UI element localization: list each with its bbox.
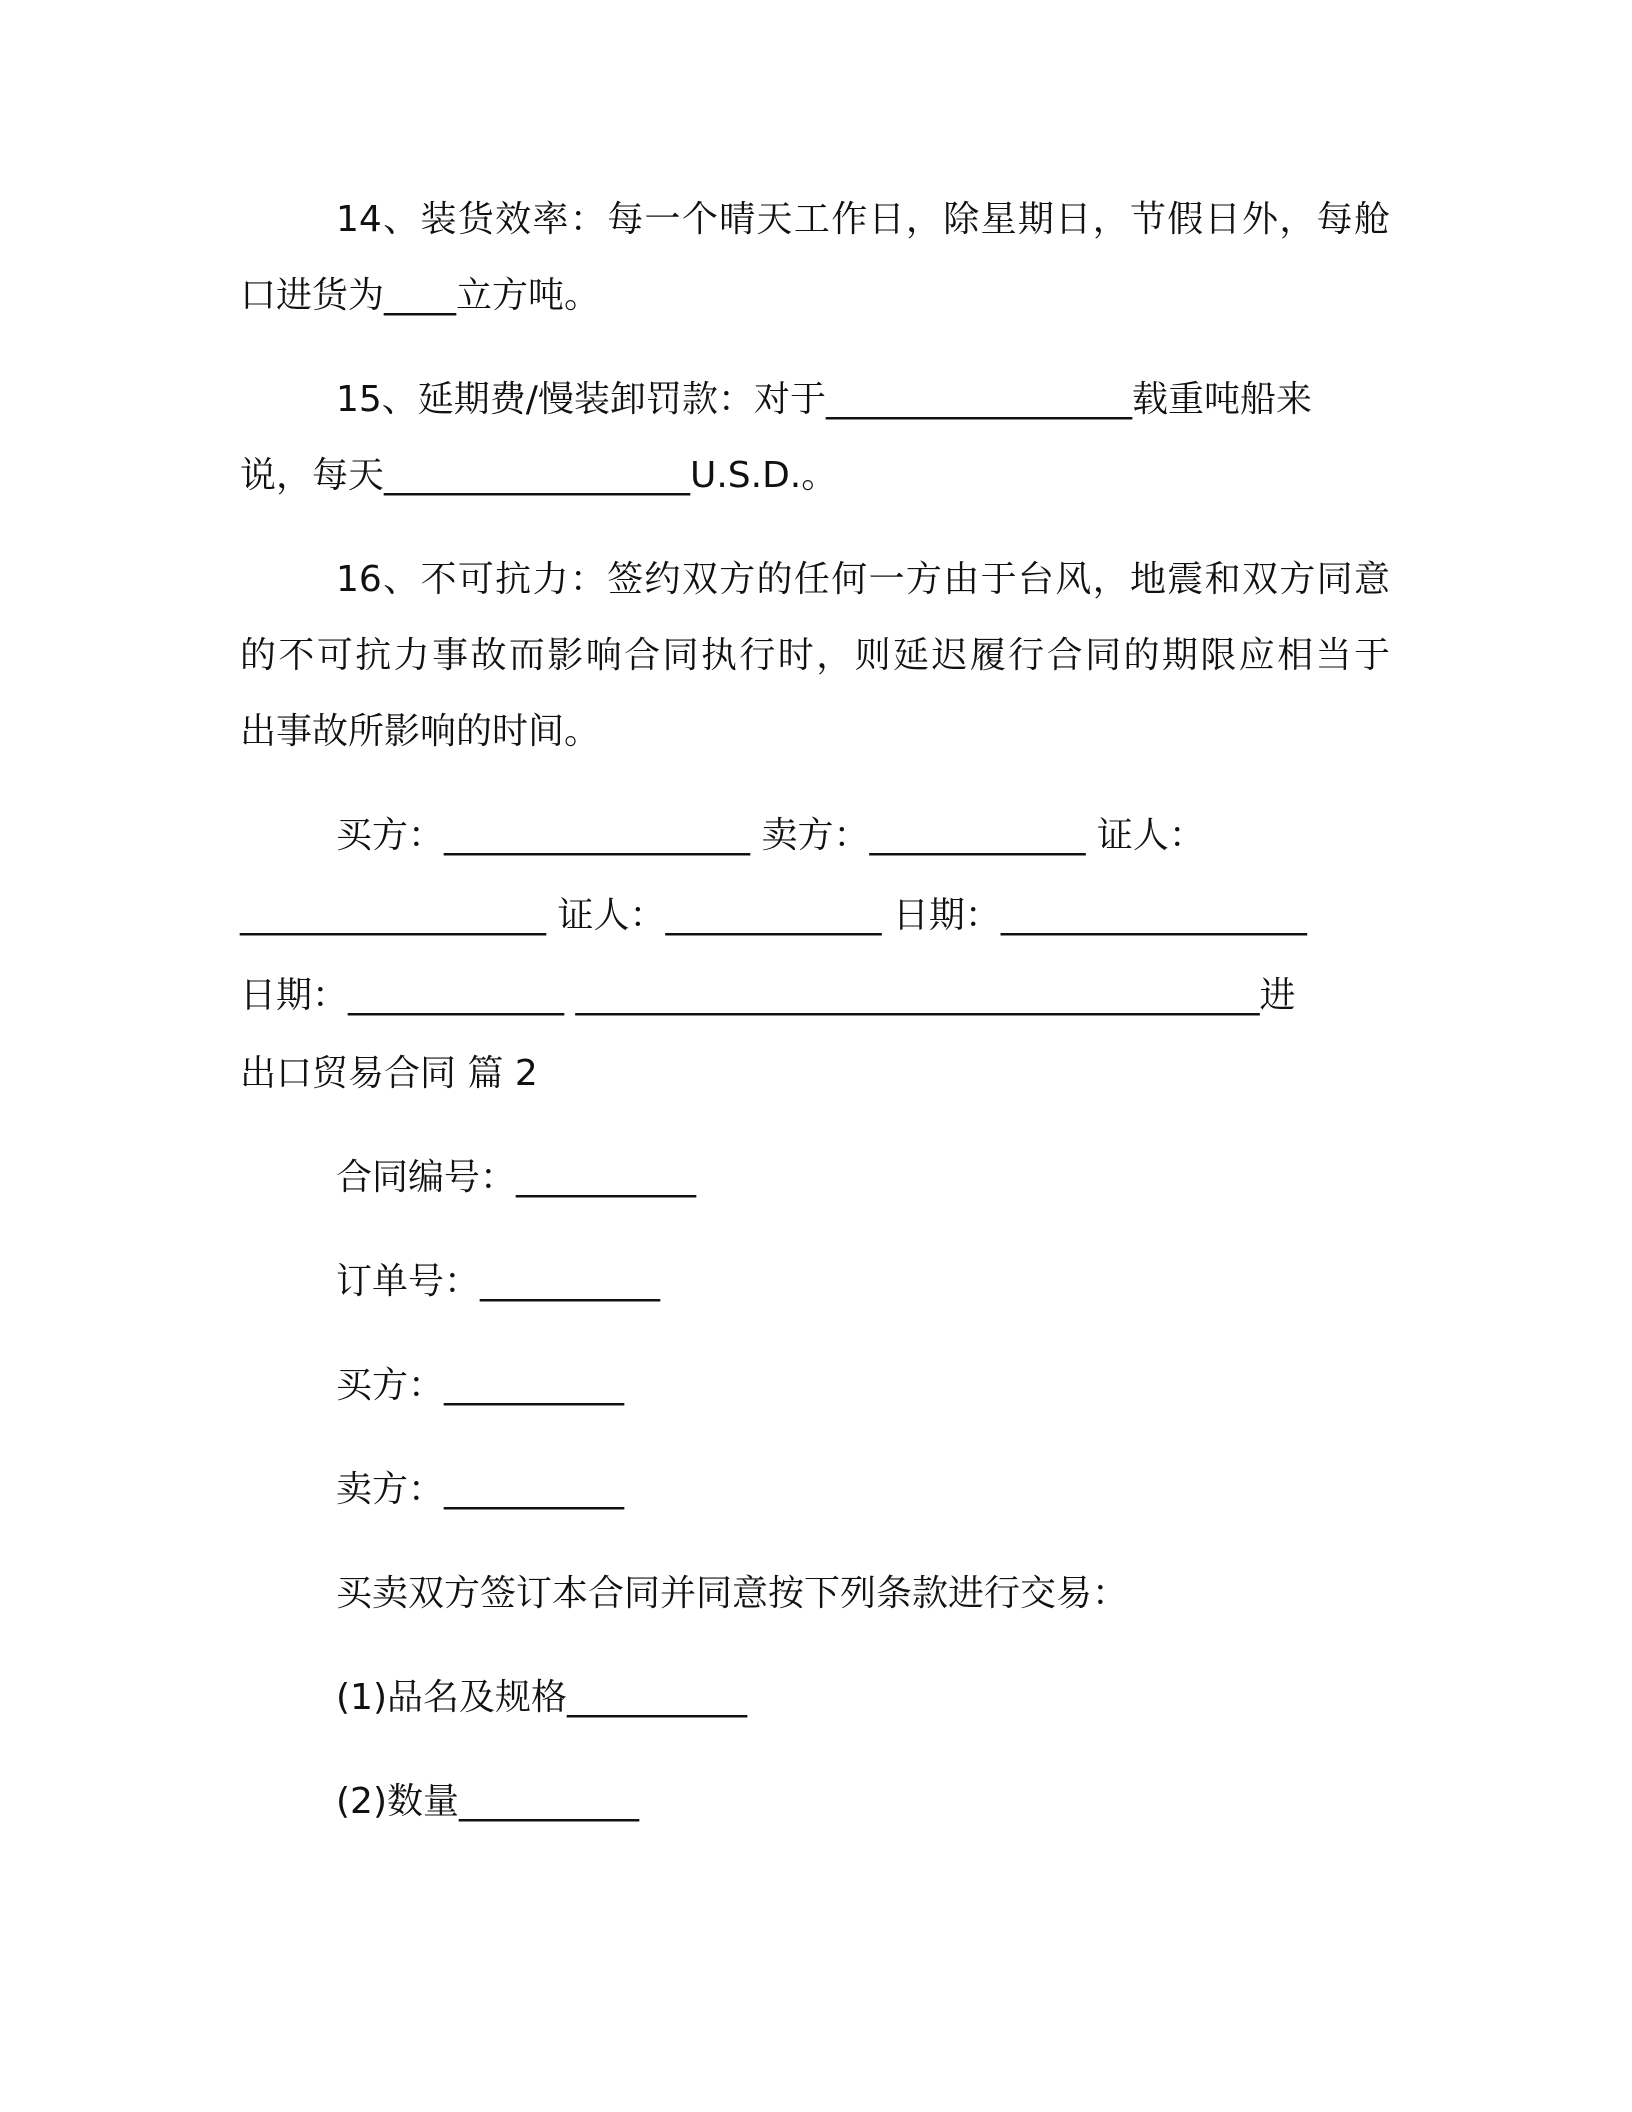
agreement-statement: 买卖双方签订本合同并同意按下列条款进行交易： bbox=[336, 1573, 1129, 1614]
signature-line-3: 日期：____________ ______________________________________进 bbox=[240, 975, 1296, 1016]
buyer-field: 买方：__________ bbox=[336, 1365, 625, 1406]
clause-14-line-1: 14、装货效率：每一个晴天工作日，除星期日，节假日外，每舱 bbox=[336, 199, 1390, 240]
clause-15-line-1: 15、延期费/慢装卸罚款：对于_________________载重吨船来 bbox=[336, 379, 1312, 420]
clause-16-line-3: 出事故所影响的时间。 bbox=[240, 711, 601, 752]
clause-16-line-1: 16、不可抗力：签约双方的任何一方由于台风，地震和双方同意 bbox=[336, 559, 1390, 600]
section-title: 出口贸易合同 篇 2 bbox=[240, 1053, 538, 1094]
seller-field: 卖方：__________ bbox=[336, 1469, 625, 1510]
item-1-product-spec: (1)品名及规格__________ bbox=[336, 1677, 747, 1718]
order-number-field: 订单号：__________ bbox=[336, 1261, 661, 1302]
signature-line-1: 买方：_________________ 卖方：____________ 证人： bbox=[336, 815, 1205, 856]
signature-line-2: _________________ 证人：____________ 日期：_________________ bbox=[240, 895, 1307, 936]
clause-14-line-2: 口进货为____立方吨。 bbox=[240, 275, 601, 316]
item-2-quantity: (2)数量__________ bbox=[336, 1781, 639, 1822]
contract-number-field: 合同编号：__________ bbox=[336, 1157, 697, 1198]
clause-16-line-2: 的不可抗力事故而影响合同执行时，则延迟履行合同的期限应相当于 bbox=[240, 635, 1390, 676]
clause-15-line-2: 说，每天_________________U.S.D.。 bbox=[240, 455, 838, 496]
